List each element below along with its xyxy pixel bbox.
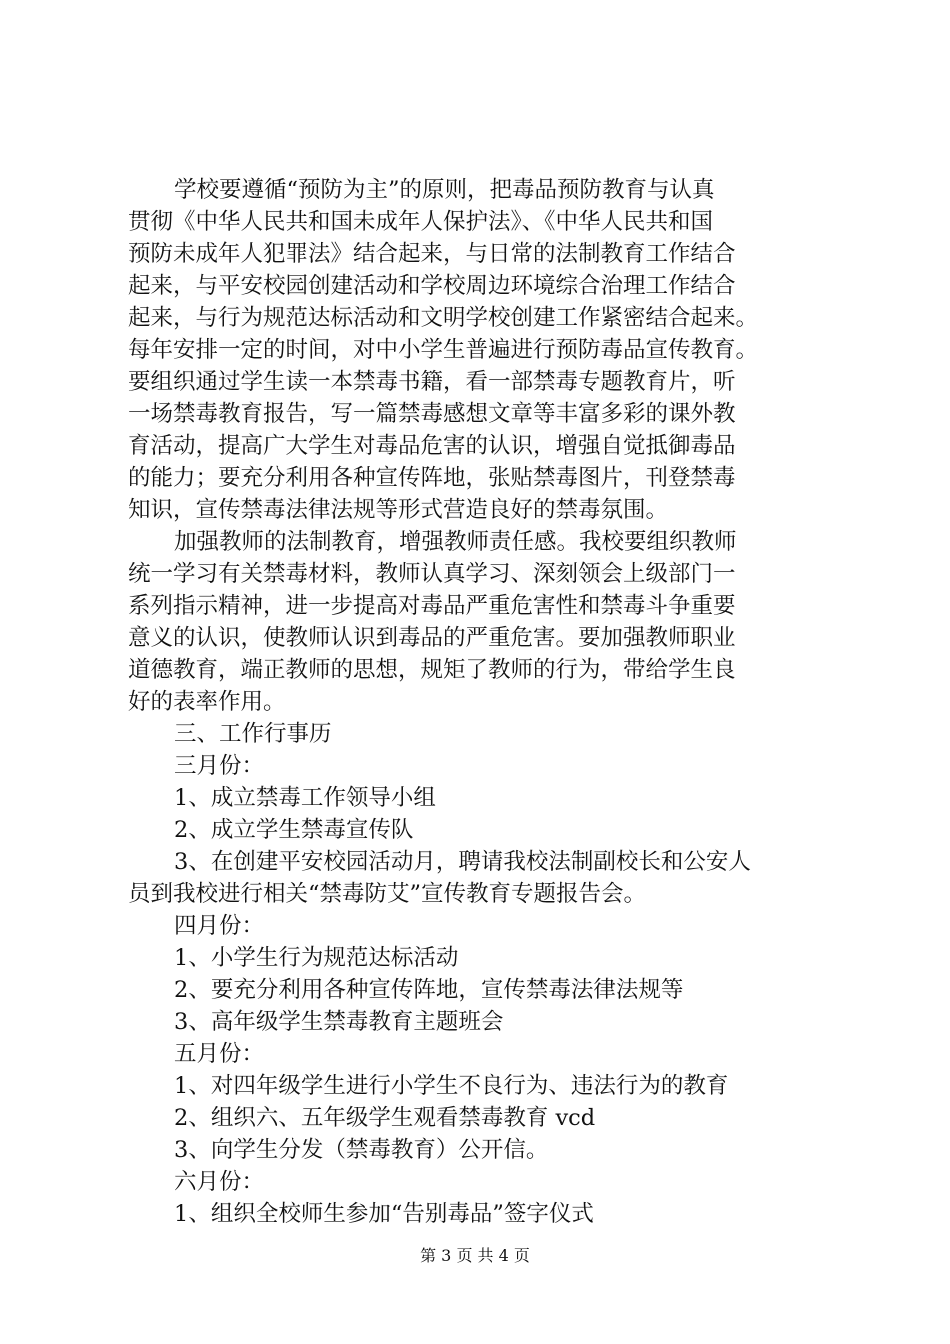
text-line: 学校要遵循“预防为主”的原则，把毒品预防教育与认真 [174, 177, 715, 203]
text-line: 道德教育，端正教师的思想，规矩了教师的行为，带给学生良 [128, 657, 736, 683]
month-heading: 五月份： [174, 1041, 265, 1067]
text-line: 一场禁毒教育报告，写一篇禁毒感想文章等丰富多彩的课外教 [128, 401, 736, 427]
schedule-april [128, 910, 850, 1038]
list-item: 1、小学生行为规范达标活动 [174, 945, 459, 971]
text-line: 育活动，提高广大学生对毒品危害的认识，增强自觉抵御毒品 [128, 433, 736, 459]
list-item: 3、向学生分发（禁毒教育）公开信。 [174, 1137, 549, 1163]
text-line: 每年安排一定的时间，对中小学生普遍进行预防毒品宣传教育。 [128, 337, 759, 363]
month-heading: 三月份： [174, 753, 265, 779]
text-line: 预防未成年人犯罪法》结合起来，与日常的法制教育工作结合 [128, 241, 736, 267]
schedule-march [128, 750, 850, 910]
text-line: 系列指示精神，进一步提高对毒品严重危害性和禁毒斗争重要 [128, 593, 736, 619]
text-line: 起来，与平安校园创建活动和学校周边环境综合治理工作结合 [128, 273, 736, 299]
list-item-continuation: 员到我校进行相关“禁毒防艾”宣传教育专题报告会。 [128, 881, 647, 907]
text-line: 意义的认识，使教师认识到毒品的严重危害。要加强教师职业 [128, 625, 736, 651]
paragraph-teacher-education [128, 526, 850, 718]
list-item: 3、在创建平安校园活动月，聘请我校法制副校长和公安人 [174, 849, 751, 875]
document-body [128, 174, 850, 1230]
text-line: 加强教师的法制教育，增强教师责任感。我校要组织教师 [174, 529, 737, 555]
list-item: 1、组织全校师生参加“告别毒品”签字仪式 [174, 1201, 594, 1227]
list-item: 1、成立禁毒工作领导小组 [174, 785, 436, 811]
schedule-may [128, 1038, 850, 1166]
schedule-june [128, 1166, 850, 1230]
text-line: 贯彻《中华人民共和国未成年人保护法》、《中华人民共和国 [128, 209, 714, 235]
page-number-footer: 第 3 页 共 4 页 [420, 1246, 530, 1265]
text-line: 好的表率作用。 [128, 689, 286, 715]
month-heading: 四月份： [174, 913, 265, 939]
text-line: 的能力；要充分利用各种宣传阵地，张贴禁毒图片，刊登禁毒 [128, 465, 736, 491]
month-heading: 六月份： [174, 1169, 265, 1195]
text-line: 要组织通过学生读一本禁毒书籍，看一部禁毒专题教育片，听 [128, 369, 736, 395]
list-item: 3、高年级学生禁毒教育主题班会 [174, 1009, 504, 1035]
list-item: 2、要充分利用各种宣传阵地，宣传禁毒法律法规等 [174, 977, 684, 1003]
list-item: 2、组织六、五年级学生观看禁毒教育 vcd [174, 1105, 596, 1131]
list-item: 1、对四年级学生进行小学生不良行为、违法行为的教育 [174, 1073, 729, 1099]
paragraph-prevention-principle [128, 174, 850, 526]
list-item: 2、成立学生禁毒宣传队 [174, 817, 414, 843]
section-heading: 三、工作行事历 [174, 721, 332, 747]
text-line: 统一学习有关禁毒材料，教师认真学习、深刻领会上级部门一 [128, 561, 736, 587]
text-line: 起来，与行为规范达标活动和文明学校创建工作紧密结合起来。 [128, 305, 759, 331]
text-line: 知识，宣传禁毒法律法规等形式营造良好的禁毒氛围。 [128, 497, 669, 523]
